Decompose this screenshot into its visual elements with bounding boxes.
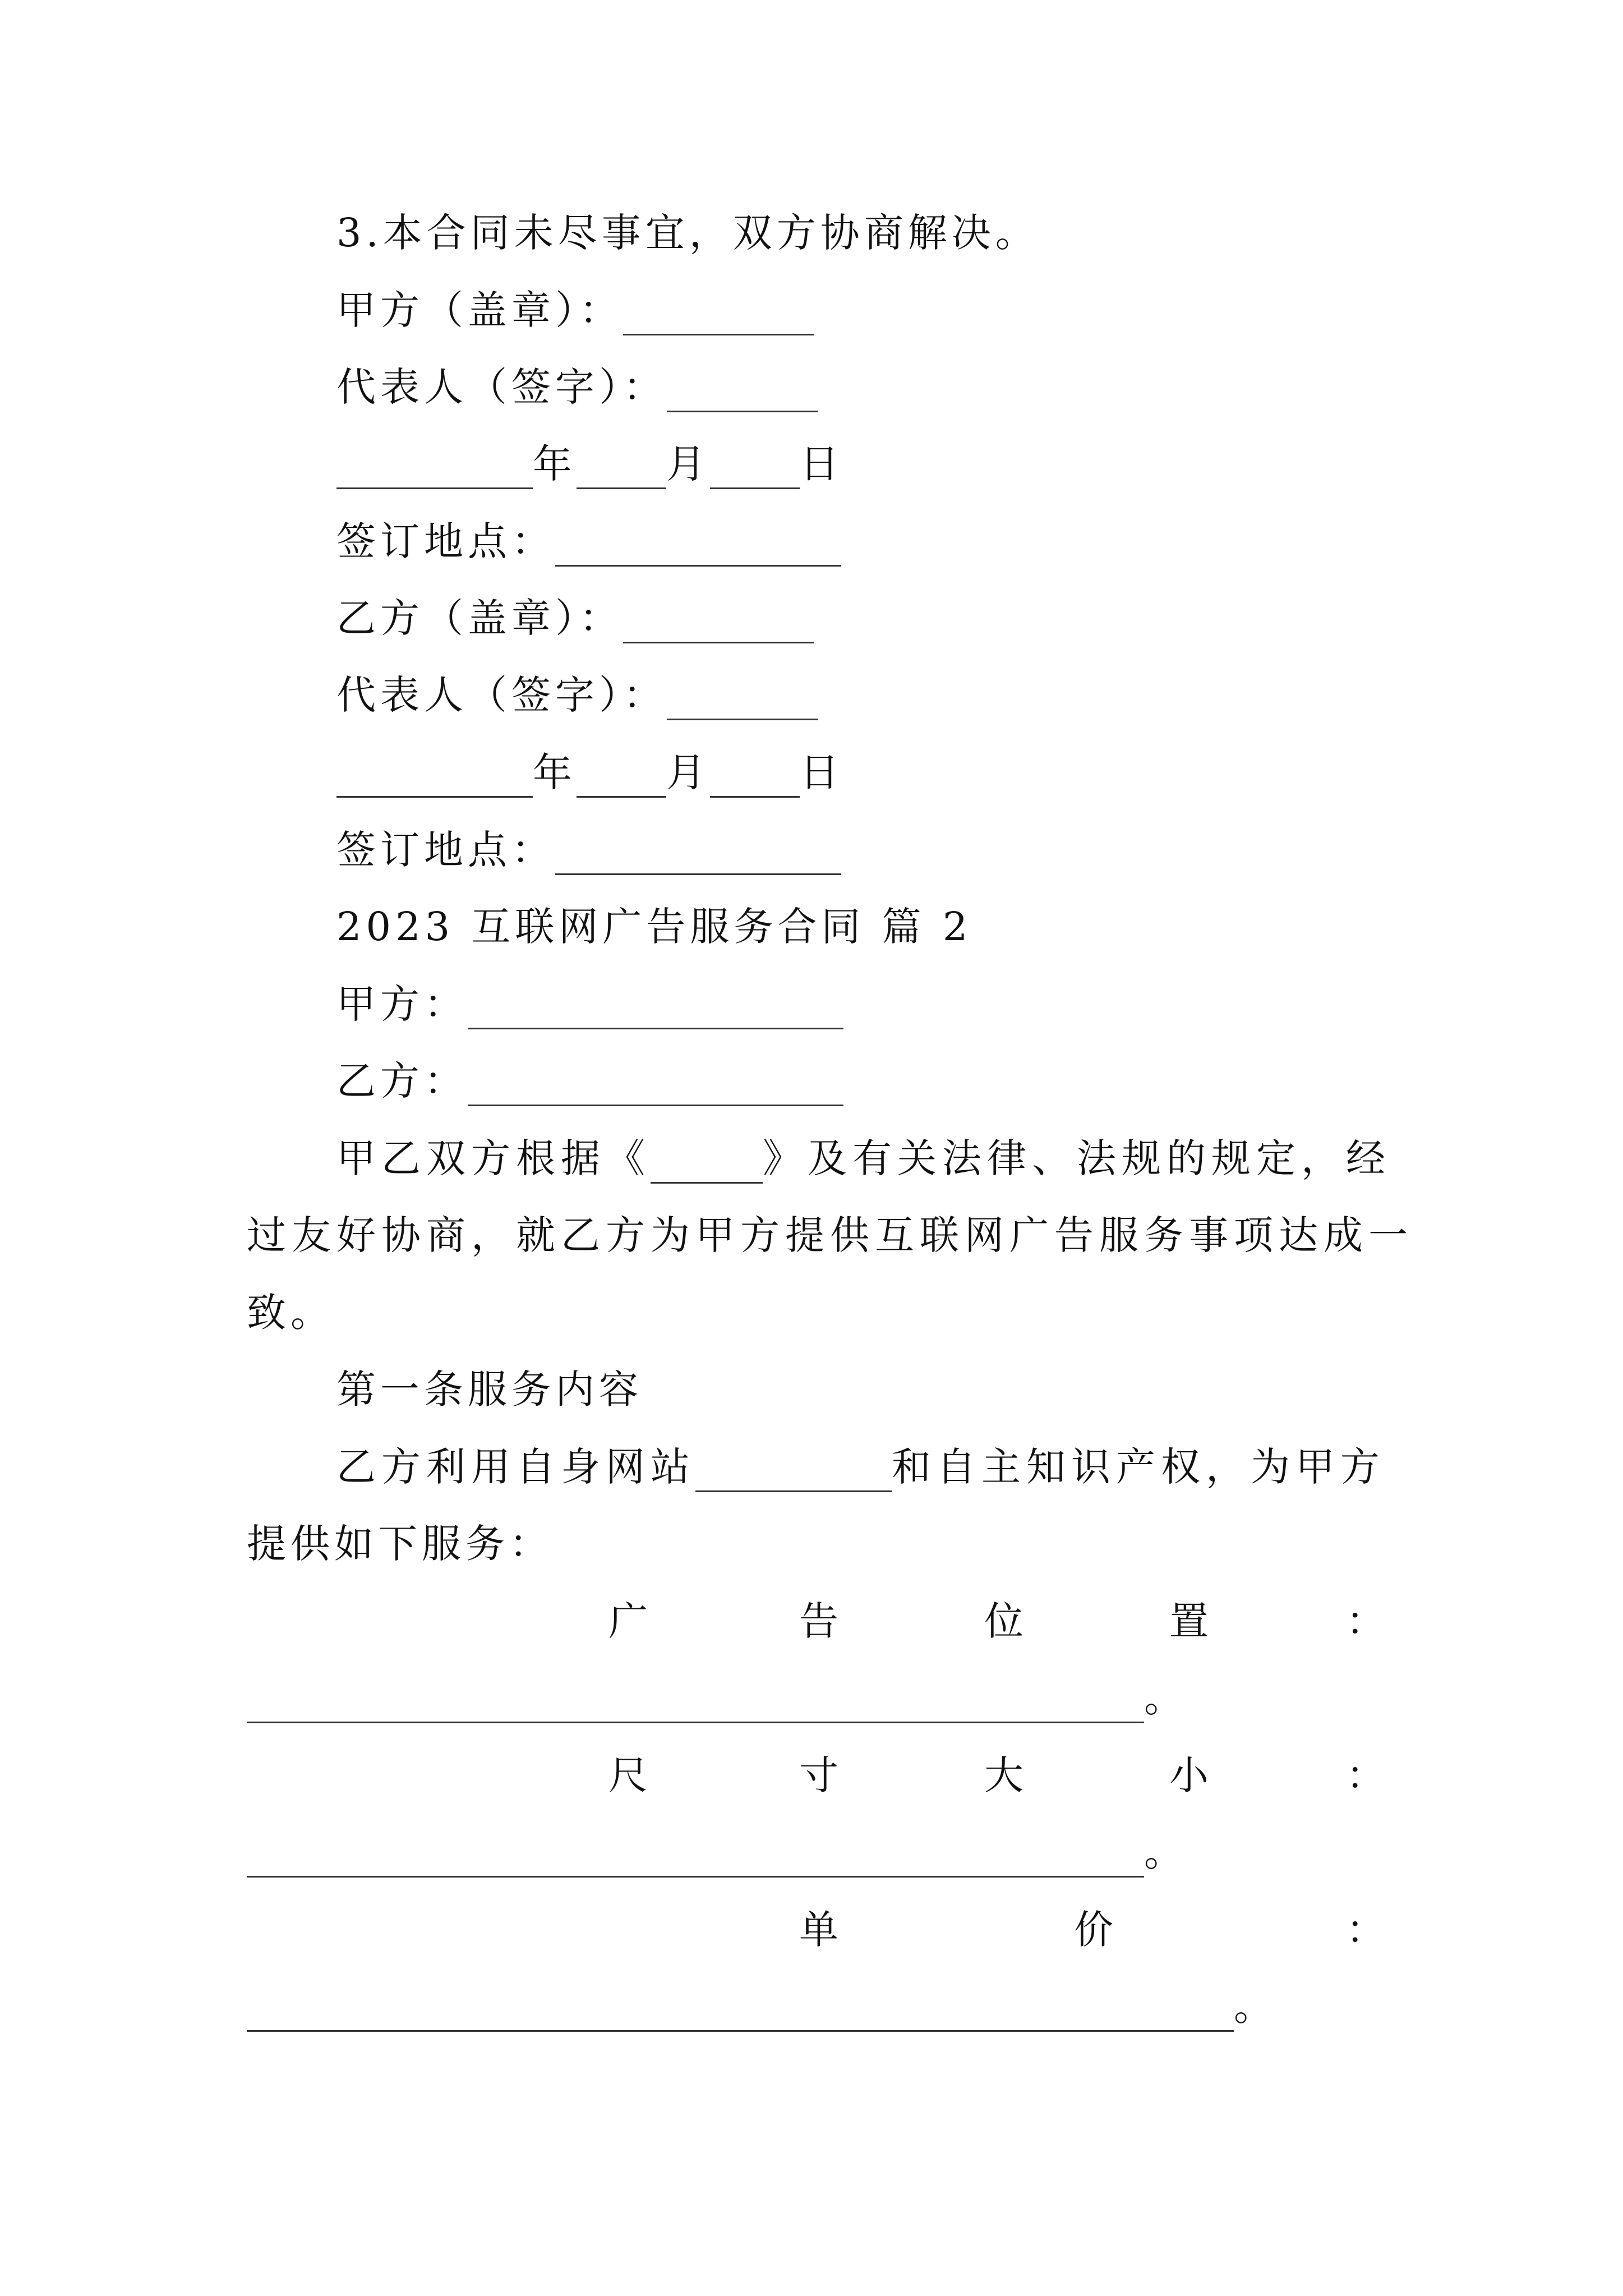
ad-position-char-1: 广 [608, 1598, 648, 1644]
party-a-rep-blank [667, 371, 818, 412]
party-b-label: 乙方： [336, 1058, 468, 1104]
month-label-b: 月 [666, 749, 710, 795]
ad-position-char-3: 位 [984, 1598, 1023, 1644]
ad-position-period: 。 [1144, 1675, 1183, 1721]
contract-2-title [336, 901, 972, 952]
unit-price-char-2: 价 [1074, 1907, 1113, 1953]
day-label-b: 日 [800, 749, 843, 795]
ad-size-blank-row [247, 1827, 1183, 1878]
party-a-place-blank [555, 526, 841, 567]
clause-3 [336, 208, 1039, 258]
intro-line-2-text: 过友好协商，就乙方为甲方提供互联网广告服务事项达成一 [247, 1212, 1413, 1258]
party-b-rep-label: 代表人（签字）： [336, 672, 667, 718]
service-line-1-end: 和自主知识产权，为甲方 [892, 1444, 1385, 1490]
ad-size-row [0, 1750, 1623, 1801]
party-a-rep-row [336, 362, 818, 412]
month-blank-b [577, 757, 666, 798]
ad-position-row [0, 1596, 1623, 1646]
day-blank-b [710, 757, 800, 798]
intro-line-1-start: 甲乙双方根据《 [336, 1135, 651, 1181]
ad-position-blank [247, 1682, 1144, 1723]
party-b-rep-row [336, 670, 818, 720]
year-blank [336, 448, 533, 489]
ad-position-char-4: 置 [1169, 1598, 1209, 1644]
clause-3-text: 3.本合同未尽事宜，双方协商解决。 [336, 210, 1039, 256]
contract-2-title-text: 2023 互联网广告服务合同 篇 2 [336, 904, 972, 950]
party-b-date-row [336, 747, 843, 798]
intro-line-1 [336, 1133, 1391, 1184]
ad-size-char-2: 寸 [799, 1752, 838, 1798]
party-b-seal-row [336, 593, 814, 643]
party-b-place-row [336, 825, 841, 875]
year-label-b: 年 [533, 749, 577, 795]
ad-size-char-3: 大 [984, 1752, 1023, 1798]
party-a-seal-blank [623, 295, 814, 335]
month-label: 月 [666, 441, 710, 487]
party-b-seal-label: 乙方（盖章）： [336, 595, 623, 641]
party-b-seal-blank [623, 602, 814, 643]
intro-line-3 [247, 1287, 334, 1338]
unit-price-char-1: 单 [799, 1907, 838, 1953]
intro-line-1-end: 》及有关法律、法规的规定，经 [763, 1135, 1391, 1181]
ad-size-period: 。 [1144, 1829, 1183, 1875]
ad-position-blank-row [247, 1673, 1183, 1723]
ad-size-char-1: 尺 [608, 1752, 648, 1798]
party-a-date-row [336, 439, 843, 489]
party-b-row [336, 1056, 843, 1106]
ad-size-colon: ： [1346, 1752, 1385, 1798]
party-a-blank [468, 988, 843, 1029]
party-b-rep-blank [667, 679, 818, 720]
party-a-row [336, 979, 843, 1029]
service-line-1 [336, 1442, 1385, 1492]
ad-size-char-4: 小 [1169, 1752, 1209, 1798]
service-line-1-start: 乙方利用自身网站 [336, 1444, 695, 1490]
party-b-blank [468, 1065, 843, 1106]
intro-line-2 [247, 1210, 1413, 1260]
unit-price-period: 。 [1234, 1984, 1273, 2030]
article-1-title-text: 第一条服务内容 [336, 1366, 643, 1412]
unit-price-blank-row [247, 1981, 1273, 2032]
party-a-label: 甲方： [336, 981, 468, 1027]
party-a-rep-label: 代表人（签字）： [336, 364, 667, 410]
party-b-place-blank [555, 834, 841, 875]
service-line-2-text: 提供如下服务： [247, 1521, 553, 1567]
ad-position-char-2: 告 [799, 1598, 838, 1644]
party-a-place-row [336, 516, 841, 567]
unit-price-blank [247, 1991, 1234, 2032]
year-blank-b [336, 757, 533, 798]
website-blank [695, 1451, 892, 1492]
intro-line-3-text: 致。 [247, 1290, 334, 1336]
article-1-title [336, 1364, 643, 1415]
party-a-seal-label: 甲方（盖章）： [336, 287, 623, 333]
party-b-place-label: 签订地点： [336, 827, 555, 873]
service-line-2 [247, 1519, 553, 1569]
unit-price-colon: ： [1346, 1907, 1385, 1953]
day-label: 日 [800, 441, 843, 487]
ad-position-colon: ： [1346, 1598, 1385, 1644]
day-blank [710, 448, 800, 489]
month-blank [577, 448, 666, 489]
party-a-seal-row [336, 285, 814, 335]
party-a-place-label: 签订地点： [336, 518, 555, 564]
law-name-blank [651, 1143, 763, 1184]
ad-size-blank [247, 1837, 1144, 1878]
year-label: 年 [533, 441, 577, 487]
unit-price-row [0, 1904, 1623, 1955]
